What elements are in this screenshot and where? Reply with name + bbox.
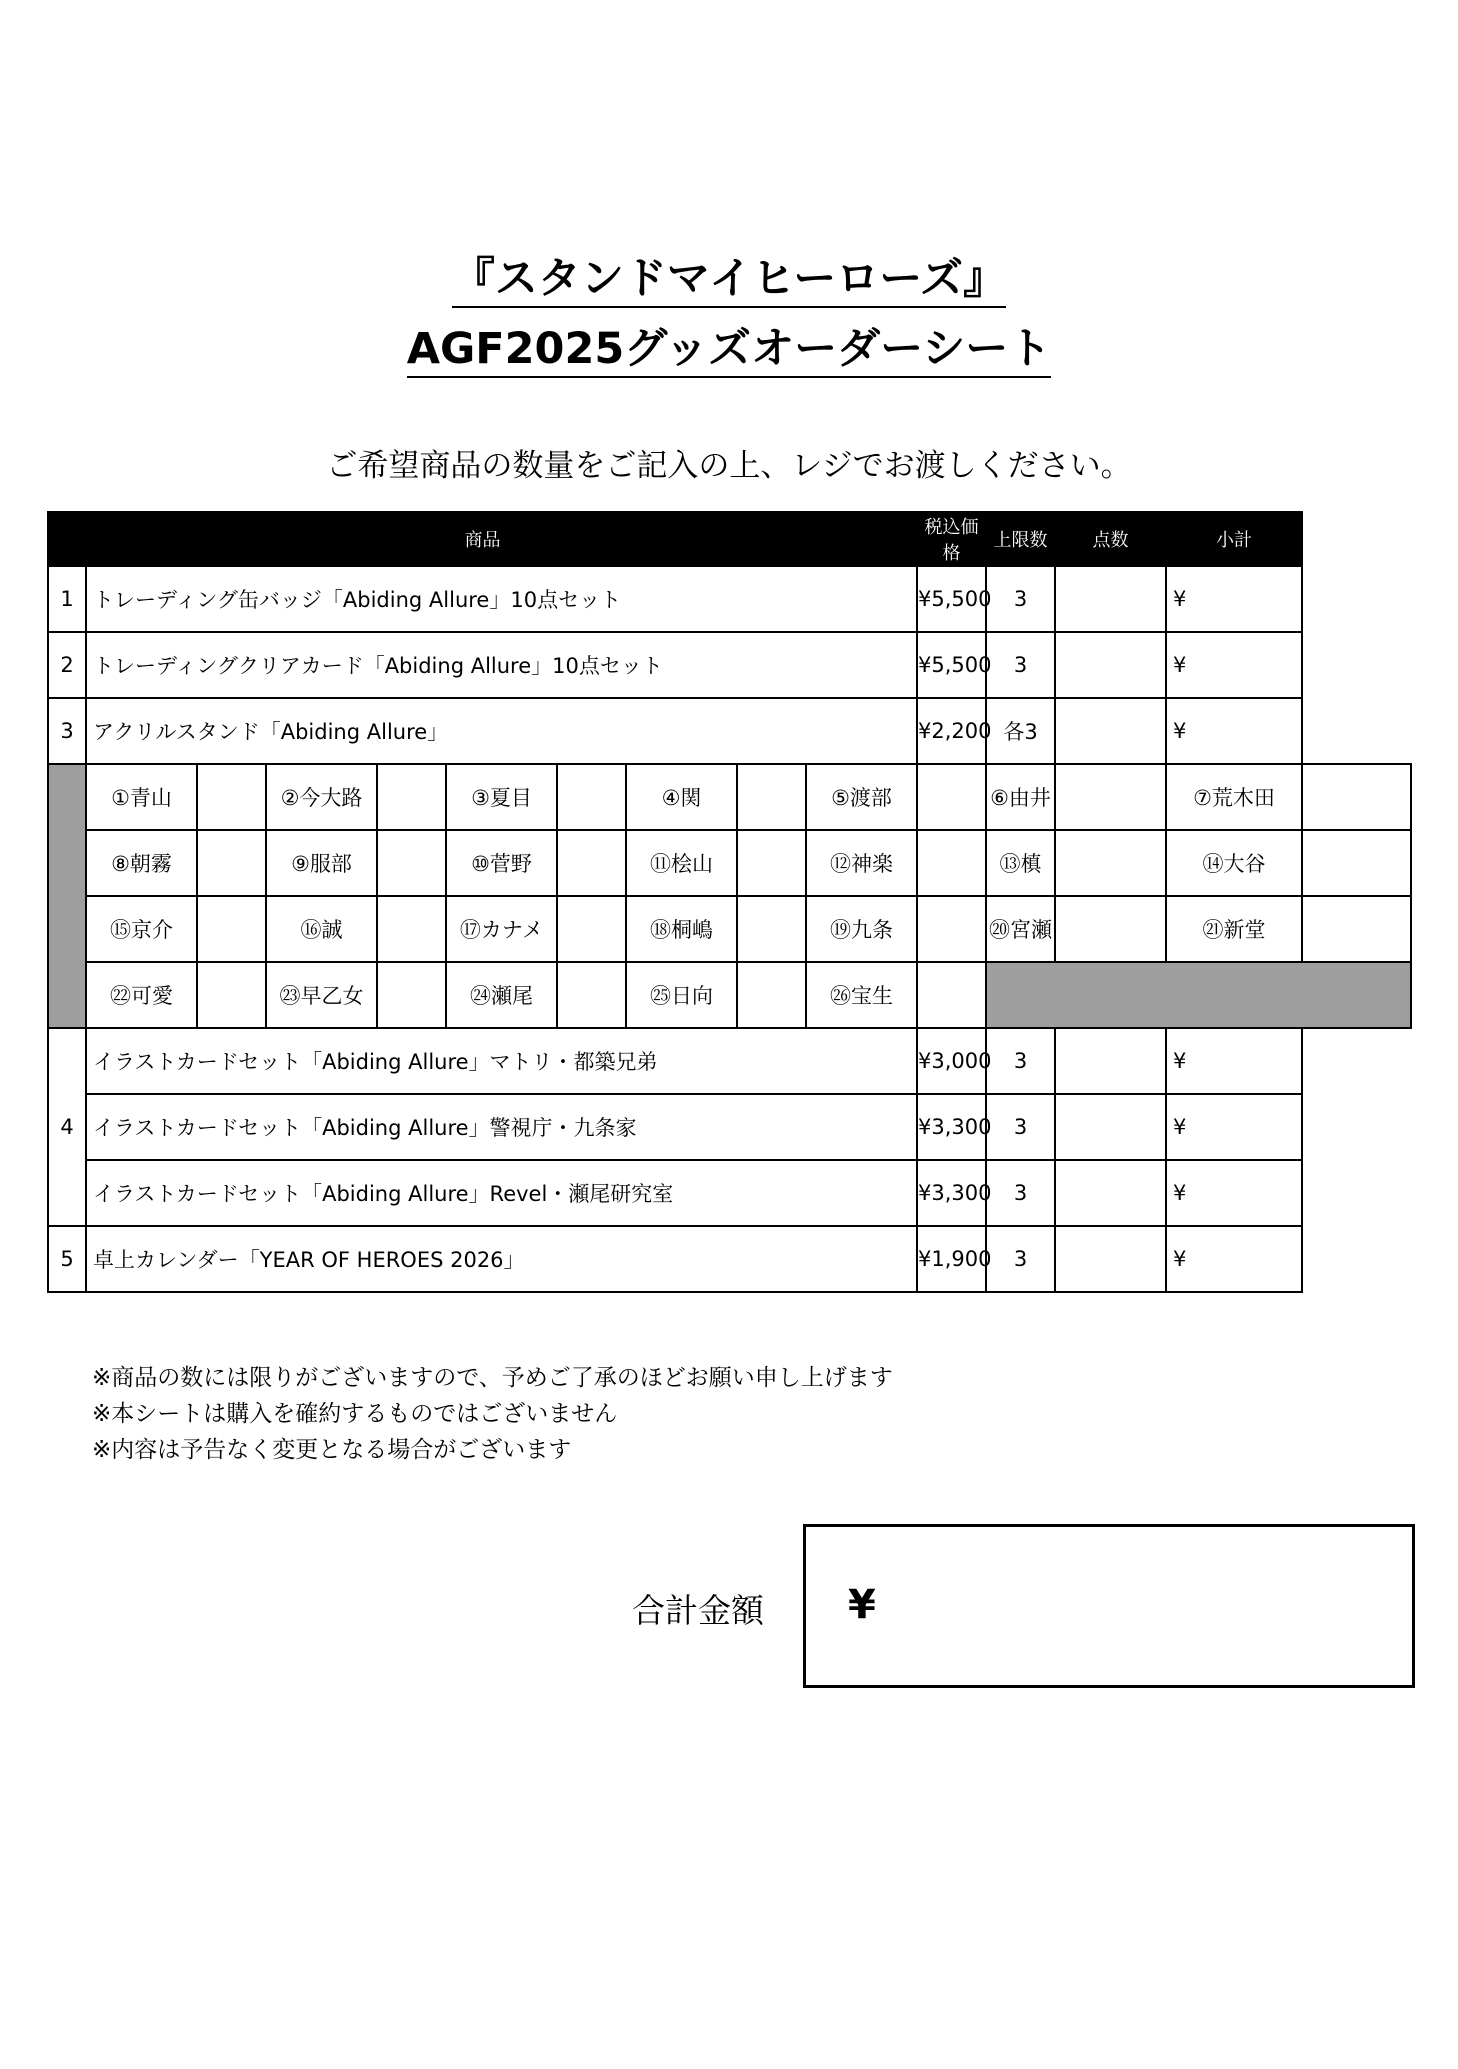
character-qty-field[interactable] [377,896,446,962]
subtotal-field[interactable]: ¥ [1166,1028,1302,1094]
character-qty-field[interactable] [1055,764,1166,830]
col-header-price: 税込価格 [917,512,986,566]
character-row-1 [48,764,1411,830]
item-limit: 3 [986,1094,1055,1160]
character-label: ㉕日向 [626,962,737,1028]
character-label: ③夏目 [446,764,557,830]
character-qty-field[interactable] [197,830,266,896]
character-label: ⑦荒木田 [1166,764,1302,830]
item-limit: 3 [986,1160,1055,1226]
character-label: ⑬槙 [986,830,1055,896]
subtotal-field[interactable]: ¥ [1166,566,1302,632]
character-label: ⑳宮瀬 [986,896,1055,962]
character-qty-field[interactable] [197,764,266,830]
item-limit: 3 [986,566,1055,632]
item-name: アクリルスタンド「Abiding Allure」 [86,698,917,764]
character-label: ②今大路 [266,764,377,830]
col-header-quantity: 点数 [1055,512,1166,566]
col-header-product: 商品 [48,512,917,566]
character-label: ④関 [626,764,737,830]
character-qty-field[interactable] [377,962,446,1028]
character-row-4 [48,962,1411,1028]
character-label: ㉔瀬尾 [446,962,557,1028]
note-line: ※本シートは購入を確約するものではございません [92,1401,618,1427]
item-number: 5 [48,1226,86,1292]
item-name: イラストカードセット「Abiding Allure」Revel・瀬尾研究室 [86,1160,917,1226]
subtotal-field[interactable]: ¥ [1166,1094,1302,1160]
character-qty-field[interactable] [1055,830,1166,896]
instruction-text: ご希望商品の数量をご記入の上、レジでお渡しください。 [326,448,1132,484]
table-header-row [48,512,1411,566]
item-price: ¥1,900 [917,1226,986,1292]
character-qty-field[interactable] [1302,896,1411,962]
quantity-field[interactable] [1055,1028,1166,1094]
character-label: ㉑新堂 [1166,896,1302,962]
item-price: ¥3,000 [917,1028,986,1094]
character-label: ⑨服部 [266,830,377,896]
item-row-4b [48,1094,1411,1160]
item-price: ¥5,500 [917,632,986,698]
title-line2: AGF2025グッズオーダーシート [0,328,1458,378]
quantity-field[interactable] [1055,1226,1166,1292]
item-name: トレーディング缶バッジ「Abiding Allure」10点セット [86,566,917,632]
item-price: ¥3,300 [917,1094,986,1160]
character-label: ⑥由井 [986,764,1055,830]
character-label: ⑩菅野 [446,830,557,896]
quantity-field[interactable] [1055,698,1166,764]
character-qty-field[interactable] [737,896,806,962]
item-price: ¥3,300 [917,1160,986,1226]
character-label: ⑮京介 [86,896,197,962]
character-row-2 [48,830,1411,896]
item-name: イラストカードセット「Abiding Allure」マトリ・都築兄弟 [86,1028,917,1094]
item-limit: 3 [986,632,1055,698]
character-label: ⑲九条 [806,896,917,962]
item-number: 2 [48,632,86,698]
title-line1: 『スタンドマイヒーローズ』 [0,258,1458,308]
item-limit: 3 [986,1028,1055,1094]
item-limit: 3 [986,1226,1055,1292]
item-number: 3 [48,698,86,764]
total-amount-field[interactable] [803,1524,1415,1688]
character-qty-field[interactable] [917,896,986,962]
character-label: ⑤渡部 [806,764,917,830]
subtotal-field[interactable]: ¥ [1166,1226,1302,1292]
character-label: ㉖宝生 [806,962,917,1028]
character-label: ①青山 [86,764,197,830]
item-name: イラストカードセット「Abiding Allure」警視庁・九条家 [86,1094,917,1160]
character-qty-field[interactable] [1302,764,1411,830]
item-price: ¥2,200 [917,698,986,764]
character-qty-field[interactable] [917,830,986,896]
character-label: ⑯誠 [266,896,377,962]
character-label: ⑪桧山 [626,830,737,896]
item-limit: 各3 [986,698,1055,764]
character-label: ㉓早乙女 [266,962,377,1028]
character-qty-field[interactable] [377,830,446,896]
character-label: ⑫神楽 [806,830,917,896]
order-table [47,511,1412,1293]
character-qty-field[interactable] [557,830,626,896]
character-qty-field[interactable] [917,764,986,830]
item-row-1 [48,566,1411,632]
character-qty-field[interactable] [377,764,446,830]
character-qty-field[interactable] [557,764,626,830]
item-name: トレーディングクリアカード「Abiding Allure」10点セット [86,632,917,698]
subtotal-field[interactable]: ¥ [1166,1160,1302,1226]
character-qty-field[interactable] [197,962,266,1028]
character-qty-field[interactable] [737,962,806,1028]
total-yen-symbol: ¥ [848,1582,876,1628]
quantity-field[interactable] [1055,632,1166,698]
character-qty-field[interactable] [917,962,986,1028]
item-number: 4 [48,1028,86,1226]
character-label: ⑭大谷 [1166,830,1302,896]
character-grid-filler [986,962,1411,1028]
item-row-3 [48,698,1411,764]
character-qty-field[interactable] [1055,896,1166,962]
notes [92,1360,893,1468]
character-qty-field[interactable] [557,962,626,1028]
quantity-field[interactable] [1055,1094,1166,1160]
item-name: 卓上カレンダー「YEAR OF HEROES 2026」 [86,1226,917,1292]
character-label: ⑱桐嶋 [626,896,737,962]
col-header-limit: 上限数 [986,512,1055,566]
character-qty-field[interactable] [737,830,806,896]
character-qty-field[interactable] [197,896,266,962]
note-line: ※商品の数には限りがございますので、予めご了承のほどお願い申し上げます [92,1365,893,1391]
item-row-4a [48,1028,1411,1094]
character-label: ⑰カナメ [446,896,557,962]
total-label: 合計金額 [632,1591,764,1630]
subtotal-field[interactable]: ¥ [1166,698,1302,764]
item-price: ¥5,500 [917,566,986,632]
character-label: ⑧朝霧 [86,830,197,896]
subtotal-field[interactable]: ¥ [1166,632,1302,698]
quantity-field[interactable] [1055,1160,1166,1226]
item-row-5 [48,1226,1411,1292]
character-qty-field[interactable] [737,764,806,830]
quantity-field[interactable] [1055,566,1166,632]
character-qty-field[interactable] [1302,830,1411,896]
character-qty-field[interactable] [557,896,626,962]
item-number: 1 [48,566,86,632]
character-row-3 [48,896,1411,962]
col-header-subtotal: 小計 [1166,512,1302,566]
item-row-2 [48,632,1411,698]
character-grid-spacer [48,764,86,1028]
character-label: ㉒可愛 [86,962,197,1028]
item-row-4c [48,1160,1411,1226]
note-line: ※内容は予告なく変更となる場合がございます [92,1437,572,1463]
